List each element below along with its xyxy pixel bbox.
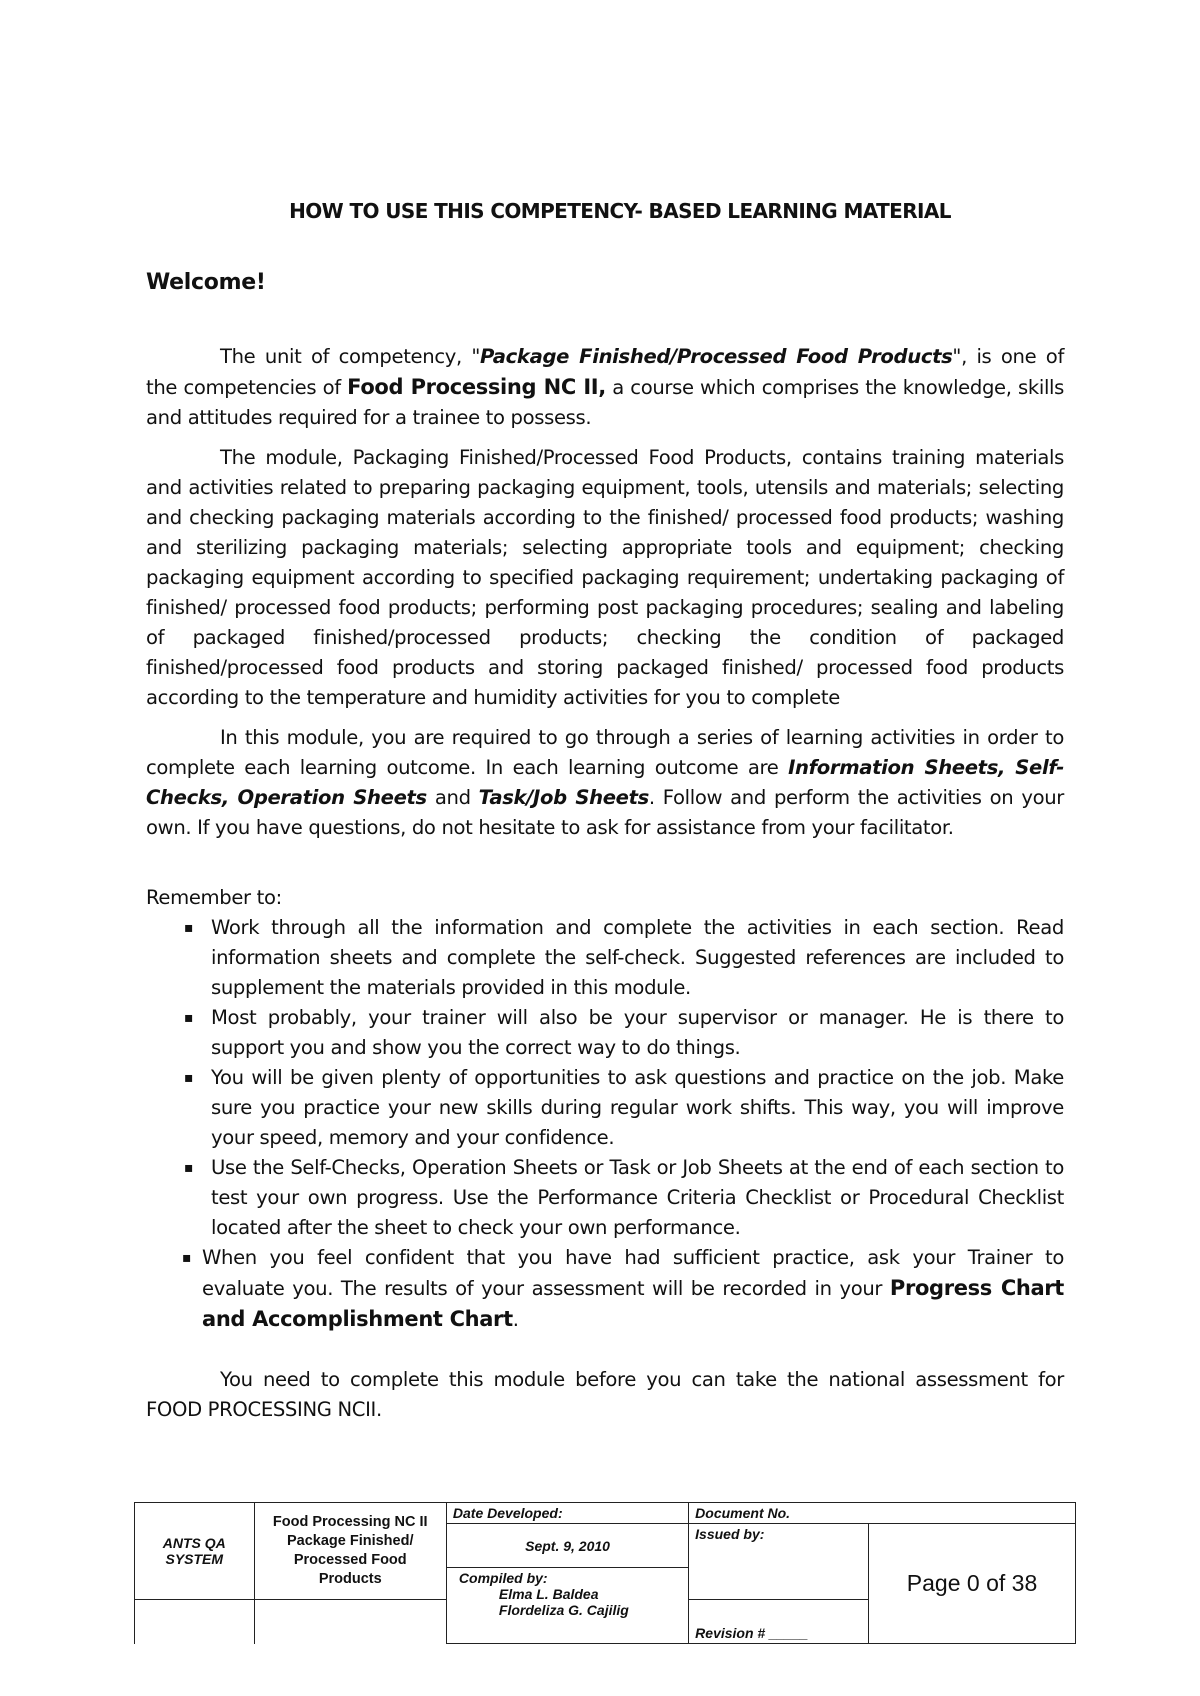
footer-table <box>134 1502 1076 1644</box>
square-bullet-icon: ▪ <box>184 1010 194 1026</box>
module-title-line: Package Finished/ <box>286 1533 414 1549</box>
activities-text: In this module, you are required to go through a series of learning activities in order to complete each learning outcome. In each learning outcome are <box>146 726 1064 779</box>
information-sheets-term: Information Sheets <box>788 756 999 779</box>
module-title-cell <box>254 1503 446 1600</box>
intro-text: ", is one of the competencies of <box>146 345 1064 399</box>
square-bullet-icon: ▪ <box>184 920 194 936</box>
list-item-text: Work through all the information and complete the activities in each section. Read information sheets and complete the self-check. Suggested references are included to supplement the materials provided in this module. <box>211 916 1064 999</box>
module-title-line: Processed Food <box>293 1552 407 1568</box>
welcome-heading: Welcome! <box>146 270 266 295</box>
square-bullet-icon: ▪ <box>184 1160 194 1176</box>
system-line: ANTS QA <box>162 1535 226 1551</box>
system-line: SYSTEM <box>165 1551 224 1567</box>
intro-text: The unit of competency, " <box>220 345 481 368</box>
list-item-text: You will be given plenty of opportunities to ask questions and practice on the job. Make sure you practice your new skills during regular work shifts. This way, you will improve your speed, memory and your confidence. <box>211 1066 1064 1149</box>
compiler-name: Flordeliza G. Cajilig <box>498 1602 629 1618</box>
compiler-name: Elma L. Baldea <box>498 1586 599 1602</box>
list-item-text: Use the Self-Checks, Operation Sheets or Task or Job Sheets at the end of each section to test your own progress. Use the Performance Criteria Checklist or Procedural Checklist located after the sheet to check your own performance. <box>211 1156 1064 1239</box>
date-developed-value: Sept. 9, 2010 <box>446 1524 688 1568</box>
progress-chart-term: Progress Chart and Accomplishment Chart <box>202 1276 1064 1331</box>
module-title-line: Food Processing NC II <box>272 1514 428 1530</box>
document-title: HOW TO USE THIS COMPETENCY- BASED LEARNING MATERIAL <box>289 199 951 223</box>
remember-list <box>146 913 1064 1335</box>
self-checks-term: Self-Checks <box>146 756 1064 809</box>
intro-paragraph <box>146 342 1064 433</box>
module-paragraph: The module, Packaging Finished/Processed Food Products, contains training materials and activities related to preparing packaging equipment, tools, utensils and materials; selecting and checking packaging materials according to the finished/ processed food products; washing and sterilizing packaging materials; selecting appropriate tools and equipment; checking packaging equipment according to specified packaging requirement; undertaking packaging of finished/ processed food products; performing post packaging procedures; sealing and labeling of packaged finished/processed products; checking the condition of packaged finished/processed food products and storing packaged finished/ processed food products according to the temperature and humidity activities for you to complete <box>146 446 1064 709</box>
date-developed-label: Date Developed: <box>446 1503 688 1524</box>
page-number: Page 0 of 38 <box>869 1524 1076 1644</box>
compiled-by-cell <box>446 1568 688 1644</box>
task-job-sheets-term: Task/Job Sheets <box>478 786 649 809</box>
list-item <box>146 1153 1064 1243</box>
compiled-by-label: Compiled by: <box>458 1570 548 1586</box>
list-item-text: When you feel confident that you have had sufficient practice, ask your Trainer to evaluate you. The results of your assessment will be recorded in your <box>202 1246 1064 1300</box>
activities-separator: , <box>221 786 238 809</box>
remember-label: Remember to: <box>146 886 282 909</box>
unit-of-competency: Package Finished/Processed Food Products <box>480 345 953 368</box>
activities-paragraph <box>146 723 1064 843</box>
operation-sheets-term: Operation Sheets <box>237 786 427 809</box>
document-no-label: Document No. <box>689 1503 1076 1524</box>
system-cell <box>135 1503 255 1600</box>
list-item <box>146 1243 1064 1335</box>
activities-separator: , <box>998 756 1016 779</box>
list-item <box>146 1003 1064 1063</box>
module-title-line: Products <box>318 1571 382 1587</box>
list-item-text: Most probably, your trainer will also be your supervisor or manager. He is there to support you and show you the correct way to do things. <box>211 1006 1064 1059</box>
square-bullet-icon: ▪ <box>182 1250 192 1266</box>
issued-by-label: Issued by: <box>689 1524 869 1600</box>
activities-text: and <box>426 786 479 809</box>
closing-paragraph: You need to complete this module before you can take the national assessment for FOOD PROCESSING NCII. <box>146 1368 1064 1421</box>
module-title-spacer <box>254 1600 446 1644</box>
system-cell-spacer <box>135 1600 255 1644</box>
list-item <box>146 1063 1064 1153</box>
course-name: Food Processing NC II, <box>347 375 606 399</box>
list-item-text: . <box>512 1308 519 1331</box>
square-bullet-icon: ▪ <box>184 1070 194 1086</box>
list-item <box>146 913 1064 1003</box>
document-body <box>146 342 1064 1425</box>
revision-label: Revision # _____ <box>689 1600 869 1644</box>
activities-text: . Follow and perform the activities on your own. If you have questions, do not hesitate to ask for assistance from your facilitator. <box>146 786 1064 839</box>
intro-text: a course which comprises the knowledge, skills and attitudes required for a trainee to possess. <box>146 376 1064 429</box>
